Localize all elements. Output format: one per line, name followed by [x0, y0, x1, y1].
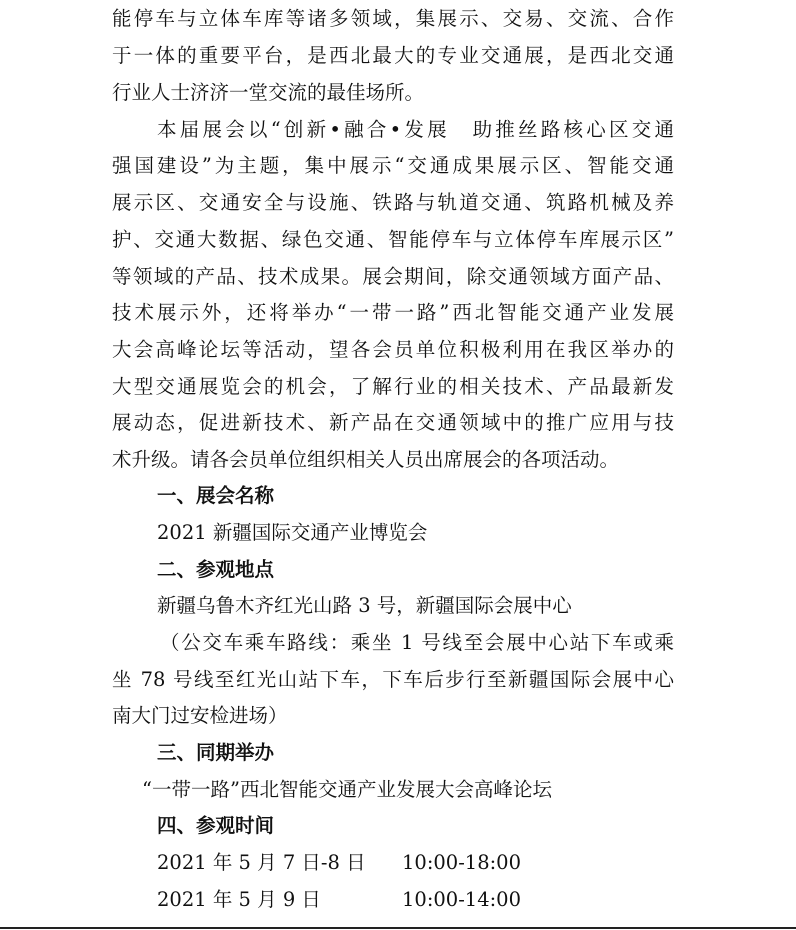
schedule-date: 2021 年 5 月 7 日-8 日 — [157, 851, 366, 874]
schedule-date: 2021 年 5 月 9 日 — [157, 888, 321, 911]
bus-route-line: 坐 78 号线至红光山站下车，下车后步行至新疆国际会展中心 — [112, 668, 674, 691]
schedule-time: 10:00-14:00 — [402, 888, 521, 911]
exhibition-name: 2021 新疆国际交通产业博览会 — [157, 521, 428, 544]
bus-route-line: 南大门过安检进场） — [112, 704, 288, 727]
venue-address: 新疆乌鲁木齐红光山路 3 号，新疆国际会展中心 — [157, 594, 572, 617]
section-3-heading: 三、同期举办 — [157, 741, 275, 764]
concurrent-event: “一带一路”西北智能交通产业发展大会高峰论坛 — [142, 778, 552, 801]
paragraph-2-line: 技术展示外，还将举办“一带一路”西北智能交通产业发展 — [112, 301, 674, 324]
paragraph-2-line: 术升级。请各会员单位组织相关人员出席展会的各项活动。 — [112, 448, 620, 471]
schedule-time: 10:00-18:00 — [402, 851, 521, 874]
paragraph-2-line: 大会高峰论坛等活动，望各会员单位积极利用在我区举办的 — [112, 338, 674, 361]
paragraph-2-line: 等领域的产品、技术成果。展会期间，除交通领域方面产品、 — [112, 265, 674, 288]
schedule-row — [157, 848, 521, 878]
section-4-heading: 四、参观时间 — [157, 814, 275, 837]
bottom-rule — [0, 927, 796, 929]
paragraph-2-line: 强国建设”为主题，集中展示“交通成果展示区、智能交通 — [112, 154, 674, 177]
paragraph-2-line: 展示区、交通安全与设施、铁路与轨道交通、筑路机械及养 — [112, 191, 674, 214]
paragraph-2-line: 大型交通展览会的机会，了解行业的相关技术、产品最新发 — [112, 375, 674, 398]
section-2-heading: 二、参观地点 — [157, 558, 275, 581]
paragraph-1-line: 能停车与立体车库等诸多领域，集展示、交易、交流、合作 — [112, 7, 674, 30]
paragraph-1-line: 行业人士济济一堂交流的最佳场所。 — [112, 81, 425, 104]
schedule-row — [157, 885, 521, 915]
bus-route-line: （公交车乘车路线：乘坐 1 号线至会展中心站下车或乘 — [160, 631, 674, 654]
paragraph-2-line: 本届展会以“创新•融合•发展 助推丝路核心区交通 — [157, 118, 674, 141]
paragraph-2-line: 展动态，促进新技术、新产品在交通领域中的推广应用与技 — [112, 411, 674, 434]
paragraph-2-line: 护、交通大数据、绿色交通、智能停车与立体停车库展示区” — [112, 228, 674, 251]
section-1-heading: 一、展会名称 — [157, 484, 275, 507]
paragraph-1-line: 于一体的重要平台，是西北最大的专业交通展，是西北交通 — [112, 44, 674, 67]
